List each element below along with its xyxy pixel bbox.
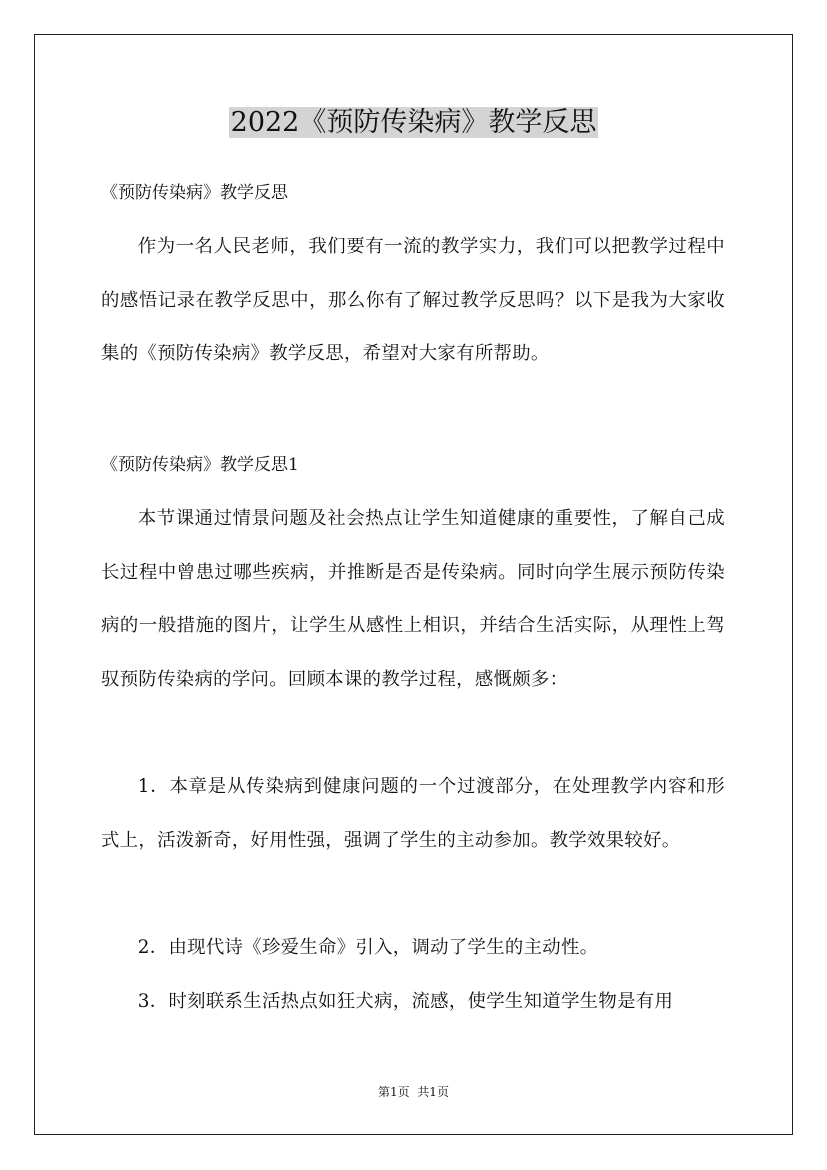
- document-subtitle: 《预防传染病》教学反思: [101, 183, 288, 203]
- section-paragraph: 本节课通过情景问题及社会热点让学生知道健康的重要性，了解自己成长过程中曾患过哪些疾病，并推断是否是传染病。同时向学生展示预防传染病的一般措施的图片，让学生从感性上相识，并结合生活实际，从理性上驾驭预防传染病的学问。回顾本课的教学过程，感慨颇多：: [101, 508, 725, 690]
- page-number-footer: 第1页 共1页: [378, 1085, 449, 1099]
- document-title-text: 2022《预防传染病》教学反思: [230, 107, 597, 138]
- point-3-paragraph: 3．时刻联系生活热点如狂犬病，流感，使学生知道学生物是有用: [137, 991, 674, 1012]
- point-2-paragraph: 2．由现代诗《珍爱生命》引入，调动了学生的主动性。: [137, 937, 599, 958]
- intro-paragraph: 作为一名人民老师，我们要有一流的教学实力，我们可以把教学过程中的感悟记录在教学反思中，那么你有了解过教学反思吗？以下是我为大家收集的《预防传染病》教学反思，希望对大家有所帮助。: [101, 236, 725, 364]
- document-title: [0, 103, 827, 143]
- section-heading: 《预防传染病》教学反思1: [101, 455, 299, 475]
- point-1-paragraph: 1．本章是从传染病到健康问题的一个过渡部分，在处理教学内容和形式上，活泼新奇，好用性强，强调了学生的主动参加。教学效果较好。: [101, 776, 725, 851]
